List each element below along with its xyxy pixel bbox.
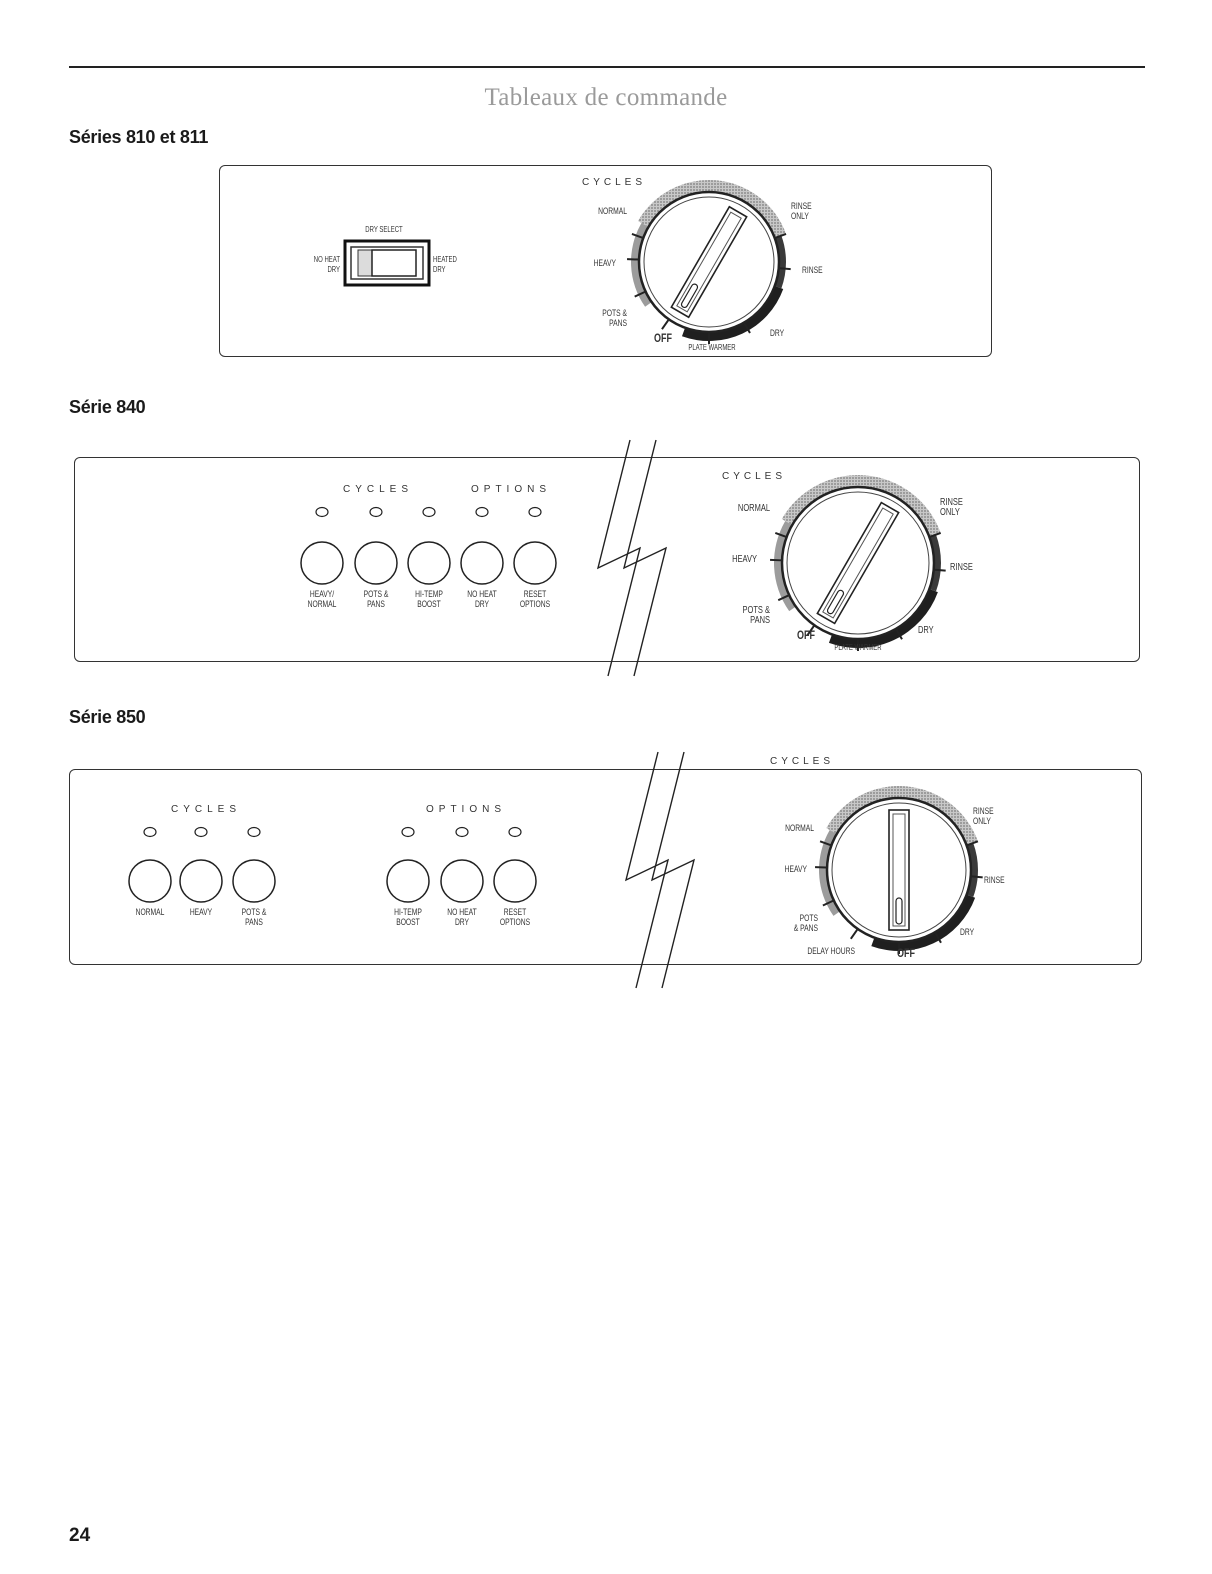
cycle-indicator-light-1 [144, 828, 156, 837]
section-title-840: Série 840 [69, 397, 146, 417]
dial-label-normal: NORMAL [737, 501, 770, 514]
cycle-2-button [180, 860, 222, 902]
dial-label-rinse-only-line-2: ONLY [973, 816, 991, 827]
cycle-1-label-line-1: NORMAL [135, 907, 165, 918]
cycle-indicator-light-2 [195, 828, 207, 837]
dial-label-normal: NORMAL [785, 823, 814, 834]
dial-label-rinse: RINSE [984, 875, 1005, 886]
panel-break-line-2 [624, 440, 666, 676]
cycle-2-label-line-1: HEAVY [189, 907, 213, 918]
dry-select-heated-label-line-2: DRY [433, 266, 446, 275]
option-3-label-line-1: HI-TEMP [415, 589, 443, 600]
dial-pointer-handle [889, 810, 909, 930]
option-1-label-line-1: HEAVY/ [309, 589, 335, 600]
dry-select-label: DRY SELECT [365, 226, 403, 235]
dry-select-switch-rocker [372, 250, 416, 276]
dial-label-off: OFF [797, 628, 815, 643]
indicator-light-5 [529, 508, 541, 517]
dial-label-off: OFF [654, 331, 672, 346]
option-1-label-line-2: NORMAL [307, 599, 337, 610]
section-title-850: Série 850 [69, 707, 146, 727]
dry-select-no-heat-label-line-1: NO HEAT [313, 256, 341, 265]
dial-label-rinse-only-line-1: RINSE [973, 806, 994, 817]
dial-label-rinse: RINSE [950, 560, 973, 573]
dial-label-pots-pans-line-1: POTS & [742, 603, 770, 616]
dial-label-rinse-only-line-2: ONLY [791, 211, 809, 222]
option-3-button [408, 542, 450, 584]
option-indicator-light-2 [456, 828, 468, 837]
option-1-label-line-1: HI-TEMP [394, 907, 422, 918]
cycles-header: CYCLES [343, 484, 414, 495]
option-5-label-line-2: OPTIONS [519, 599, 551, 610]
dial-tick-8 [972, 876, 983, 877]
dial-tick-8 [935, 570, 946, 571]
panel-break-line-2 [652, 752, 694, 988]
dial-label-heavy: HEAVY [784, 864, 807, 875]
option-2-label-line-2: DRY [454, 917, 470, 928]
dial-label-pots-pans-line-1: POTS & [602, 308, 628, 319]
panel-810-811-graphics [314, 177, 823, 352]
option-1-button [301, 542, 343, 584]
dial-tick-8 [780, 268, 791, 269]
cycle-3-label-line-1: POTS & [241, 907, 267, 918]
panel-850-graphics [129, 752, 1005, 988]
dial-label-off: OFF [897, 946, 915, 961]
dial-label-heavy: HEAVY [732, 552, 758, 565]
dial-label-pots-pans-line-2: PANS [609, 318, 628, 329]
option-5-label-line-1: RESET [523, 589, 547, 600]
dial-label-rinse-only-line-1: RINSE [791, 201, 812, 212]
panel-break-gap [598, 440, 668, 680]
indicator-light-2 [370, 508, 382, 517]
option-2-button [441, 860, 483, 902]
panel-break-line-1 [626, 752, 668, 988]
dial-tick-4 [662, 320, 668, 329]
option-2-label-line-1: NO HEAT [447, 907, 477, 918]
option-2-label-line-2: PANS [367, 599, 385, 610]
option-2-button [355, 542, 397, 584]
option-5-button [514, 542, 556, 584]
dial-label-rinse-only-line-2: ONLY [940, 505, 960, 518]
option-3-label-line-2: BOOST [417, 599, 441, 610]
dry-select-heated-label-line-1: HEATED [433, 256, 457, 265]
option-1-button [387, 860, 429, 902]
dial-label-plate-warmer: PLATE WARMER [834, 644, 882, 653]
dial-label-normal: NORMAL [598, 206, 628, 217]
dial-cycles-header: CYCLES [582, 177, 647, 188]
cycle-3-button [233, 860, 275, 902]
page-number: 24 [69, 1525, 91, 1546]
dial-cycles-header: CYCLES [770, 756, 835, 767]
options-header: OPTIONS [471, 484, 552, 495]
dry-select-switch-side [358, 250, 372, 276]
dial-label-pots-pans-line-2: & PANS [793, 923, 818, 934]
option-4-label-line-1: NO HEAT [467, 589, 497, 600]
option-1-label-line-2: BOOST [396, 917, 420, 928]
dial-label-delay-hours: DELAY HOURS [807, 946, 856, 957]
dry-select-no-heat-label-line-2: DRY [327, 266, 341, 275]
option-4-label-line-2: DRY [474, 599, 490, 610]
cycle-indicator-light-3 [248, 828, 260, 837]
dial-tick-4 [851, 930, 857, 939]
option-3-label-line-1: RESET [503, 907, 527, 918]
indicator-light-3 [423, 508, 435, 517]
dial-label-dry: DRY [918, 623, 934, 636]
dial-label-dry: DRY [770, 328, 785, 339]
panel-840-graphics [301, 440, 973, 680]
dial-label-heavy: HEAVY [593, 258, 617, 269]
option-4-button [461, 542, 503, 584]
indicator-light-4 [476, 508, 488, 517]
option-3-label-line-2: OPTIONS [499, 917, 531, 928]
dial-label-rinse: RINSE [802, 265, 823, 276]
dial-pointer-indicator [896, 898, 902, 924]
dial-label-pots-pans-line-2: PANS [750, 613, 770, 626]
indicator-light-1 [316, 508, 328, 517]
option-3-button [494, 860, 536, 902]
dial-cycles-header: CYCLES [722, 471, 787, 482]
option-indicator-light-1 [402, 828, 414, 837]
panel-break-line-1 [598, 440, 640, 676]
option-2-label-line-1: POTS & [363, 589, 389, 600]
dial-label-rinse-only-line-1: RINSE [940, 495, 963, 508]
options-header: OPTIONS [426, 804, 507, 815]
cycles-header: CYCLES [171, 804, 242, 815]
cycle-1-button [129, 860, 171, 902]
page-title: Tableaux de commande [484, 84, 728, 111]
dial-label-dry: DRY [960, 927, 975, 938]
cycle-3-label-line-2: PANS [245, 917, 263, 928]
dial-label-plate-warmer: PLATE WARMER [688, 344, 736, 353]
section-title-810-811: Séries 810 et 811 [69, 127, 209, 147]
dial-label-pots-pans-line-1: POTS [799, 913, 818, 924]
option-indicator-light-3 [509, 828, 521, 837]
